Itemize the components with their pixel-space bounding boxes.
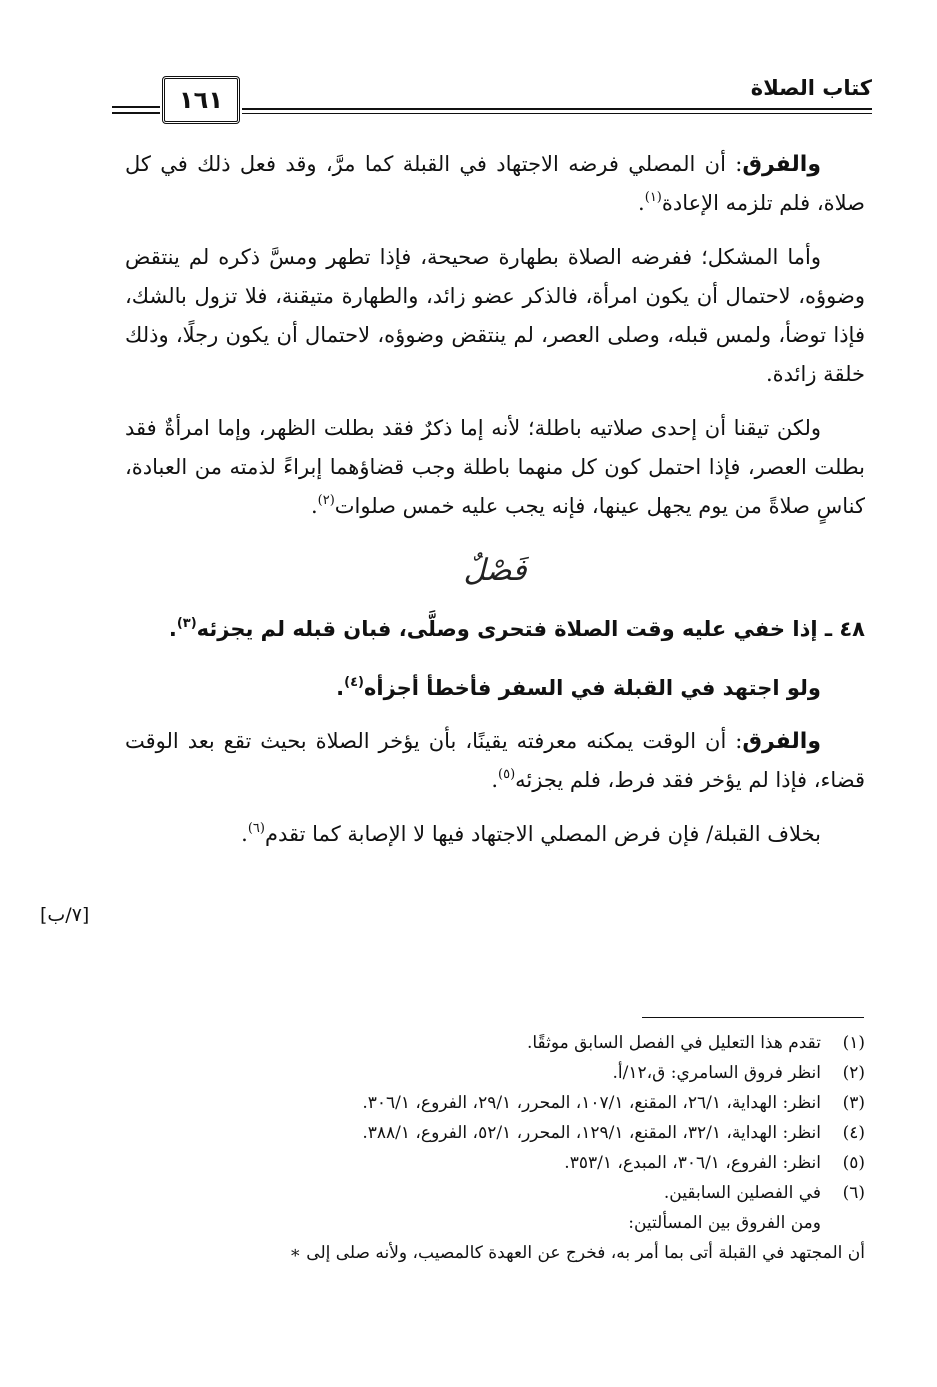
paragraph-end: . [310,494,318,518]
paragraph-text: : أن المصلي فرضه الاجتهاد في القبلة كما مرَّ، وقد فعل ذلك في كل صلاة، فلم تلزمه الإعادة [125,152,865,215]
footnote-number: (٣) [842,1093,865,1113]
book-title: كتاب الصلاة [750,76,872,100]
header-divider [112,112,160,114]
page-number: ١٦١ [162,76,240,124]
footnote-divider [642,1017,864,1018]
footnote [125,1028,865,1058]
issue-number: ٤٨ ـ [824,617,865,641]
main-text [125,145,865,869]
footnote-ref: (١) [644,190,662,205]
footnote-text: انظر: الهداية، ٣٢/١، المقنع، ١٢٩/١، المحرر، ٥٢/١، الفروع، ٣٨٨/١. [362,1123,821,1143]
footnote [125,1058,865,1088]
paragraph: وأما المشكل؛ ففرضه الصلاة بطهارة صحيحة، فإذا تطهر ومسَّ ذكره لم ينتقض وضوؤه، لاحتمال أن يكون امرأة، فالذكر عضو زائد، والطهارة متيقنة، فلا تزول بالشك، فإذا توضأ، ولمس قبله، وصلى العصر، لم ينتقض وضوؤه، لاحتمال أن يكون رجلًا، وذلك خلقة زائدة. [125,245,865,386]
paragraph-text: ولكن تيقنا أن إحدى صلاتيه باطلة؛ لأنه إما ذكرٌ فقد بطلت الظهر، وإما امرأةٌ فقد بطلت العصر، فإذا احتمل كون كل منهما باطلة وجب قضاؤهما إبراءً لذمته من العبادة، كناسٍ صلاةً من يوم يجهل عينها، فإنه يجب عليه خمس صلوات [125,416,865,518]
footnote [125,1148,865,1178]
page-header [112,68,872,128]
issue-text: ولو اجتهد في القبلة في السفر فأخطأ أجزأه [364,676,821,700]
paragraph [125,815,865,854]
header-divider [242,108,872,110]
paragraph [125,409,865,526]
footnotes [125,1028,865,1268]
difference-keyword: والفرق [742,152,821,177]
footnote [125,1088,865,1118]
footnote-number: (١) [842,1033,865,1053]
footnote-ref: (٣) [176,616,197,631]
paragraph-end: . [168,617,177,641]
footnote [125,1178,865,1208]
paragraph-end: . [336,676,345,700]
paragraph [125,722,865,800]
issue-text: إذا خفي عليه وقت الصلاة فتحرى وصلَّى، فبان قبله لم يجزئه [196,617,818,641]
header-divider [242,113,872,114]
footnote-continuation: أن المجتهد في القبلة أتى بما أمر به، فخرج عن العهدة كالمصيب، ولأنه صلى إلى ∗ [289,1243,865,1263]
footnote-text: انظر فروق السامري: ق،١٢/أ. [612,1063,821,1083]
header-divider [112,106,160,108]
paragraph-end: . [241,822,248,846]
section-heading: فَصْلٌ [463,553,527,588]
issue-line [125,666,865,710]
footnote-text: تقدم هذا التعليل في الفصل السابق موثقًا. [526,1033,821,1053]
manuscript-folio-ref: [٧/ب] [40,904,90,926]
footnote [125,1118,865,1148]
paragraph [125,145,865,223]
difference-keyword: والفرق [742,729,821,754]
paragraph-text: : أن الوقت يمكنه معرفته يقينًا، بأن يؤخر الصلاة بحيث تقع بعد الوقت قضاء، فإذا لم يؤخر فقد فرط، فلم يجزئه [125,729,865,792]
footnote-ref: (٤) [344,675,364,690]
paragraph-text: بخلاف القبلة/ فإن فرض المصلي الاجتهاد فيها لا الإصابة كما تقدم [264,822,821,846]
paragraph-end: . [491,768,498,792]
issue-line [125,607,865,651]
footnote-continuation: ومن الفروق بين المسألتين: [628,1213,821,1233]
footnote-number: (٦) [842,1183,865,1203]
footnote-ref: (٢) [317,493,335,508]
paragraph-end: . [638,191,645,215]
footnote-text: انظر: الفروع، ٣٠٦/١، المبدع، ٣٥٣/١. [564,1153,821,1173]
footnote-text: انظر: الهداية، ٢٦/١، المقنع، ١٠٧/١، المحرر، ٢٩/١، الفروع، ٣٠٦/١. [362,1093,821,1113]
footnote-number: (٢) [842,1063,865,1083]
footnote-ref: (٥) [498,767,516,782]
footnote-text: في الفصلين السابقين. [663,1183,821,1203]
footnote-number: (٥) [842,1153,865,1173]
footnote-number: (٤) [842,1123,865,1143]
footnote-ref: (٦) [247,821,265,836]
